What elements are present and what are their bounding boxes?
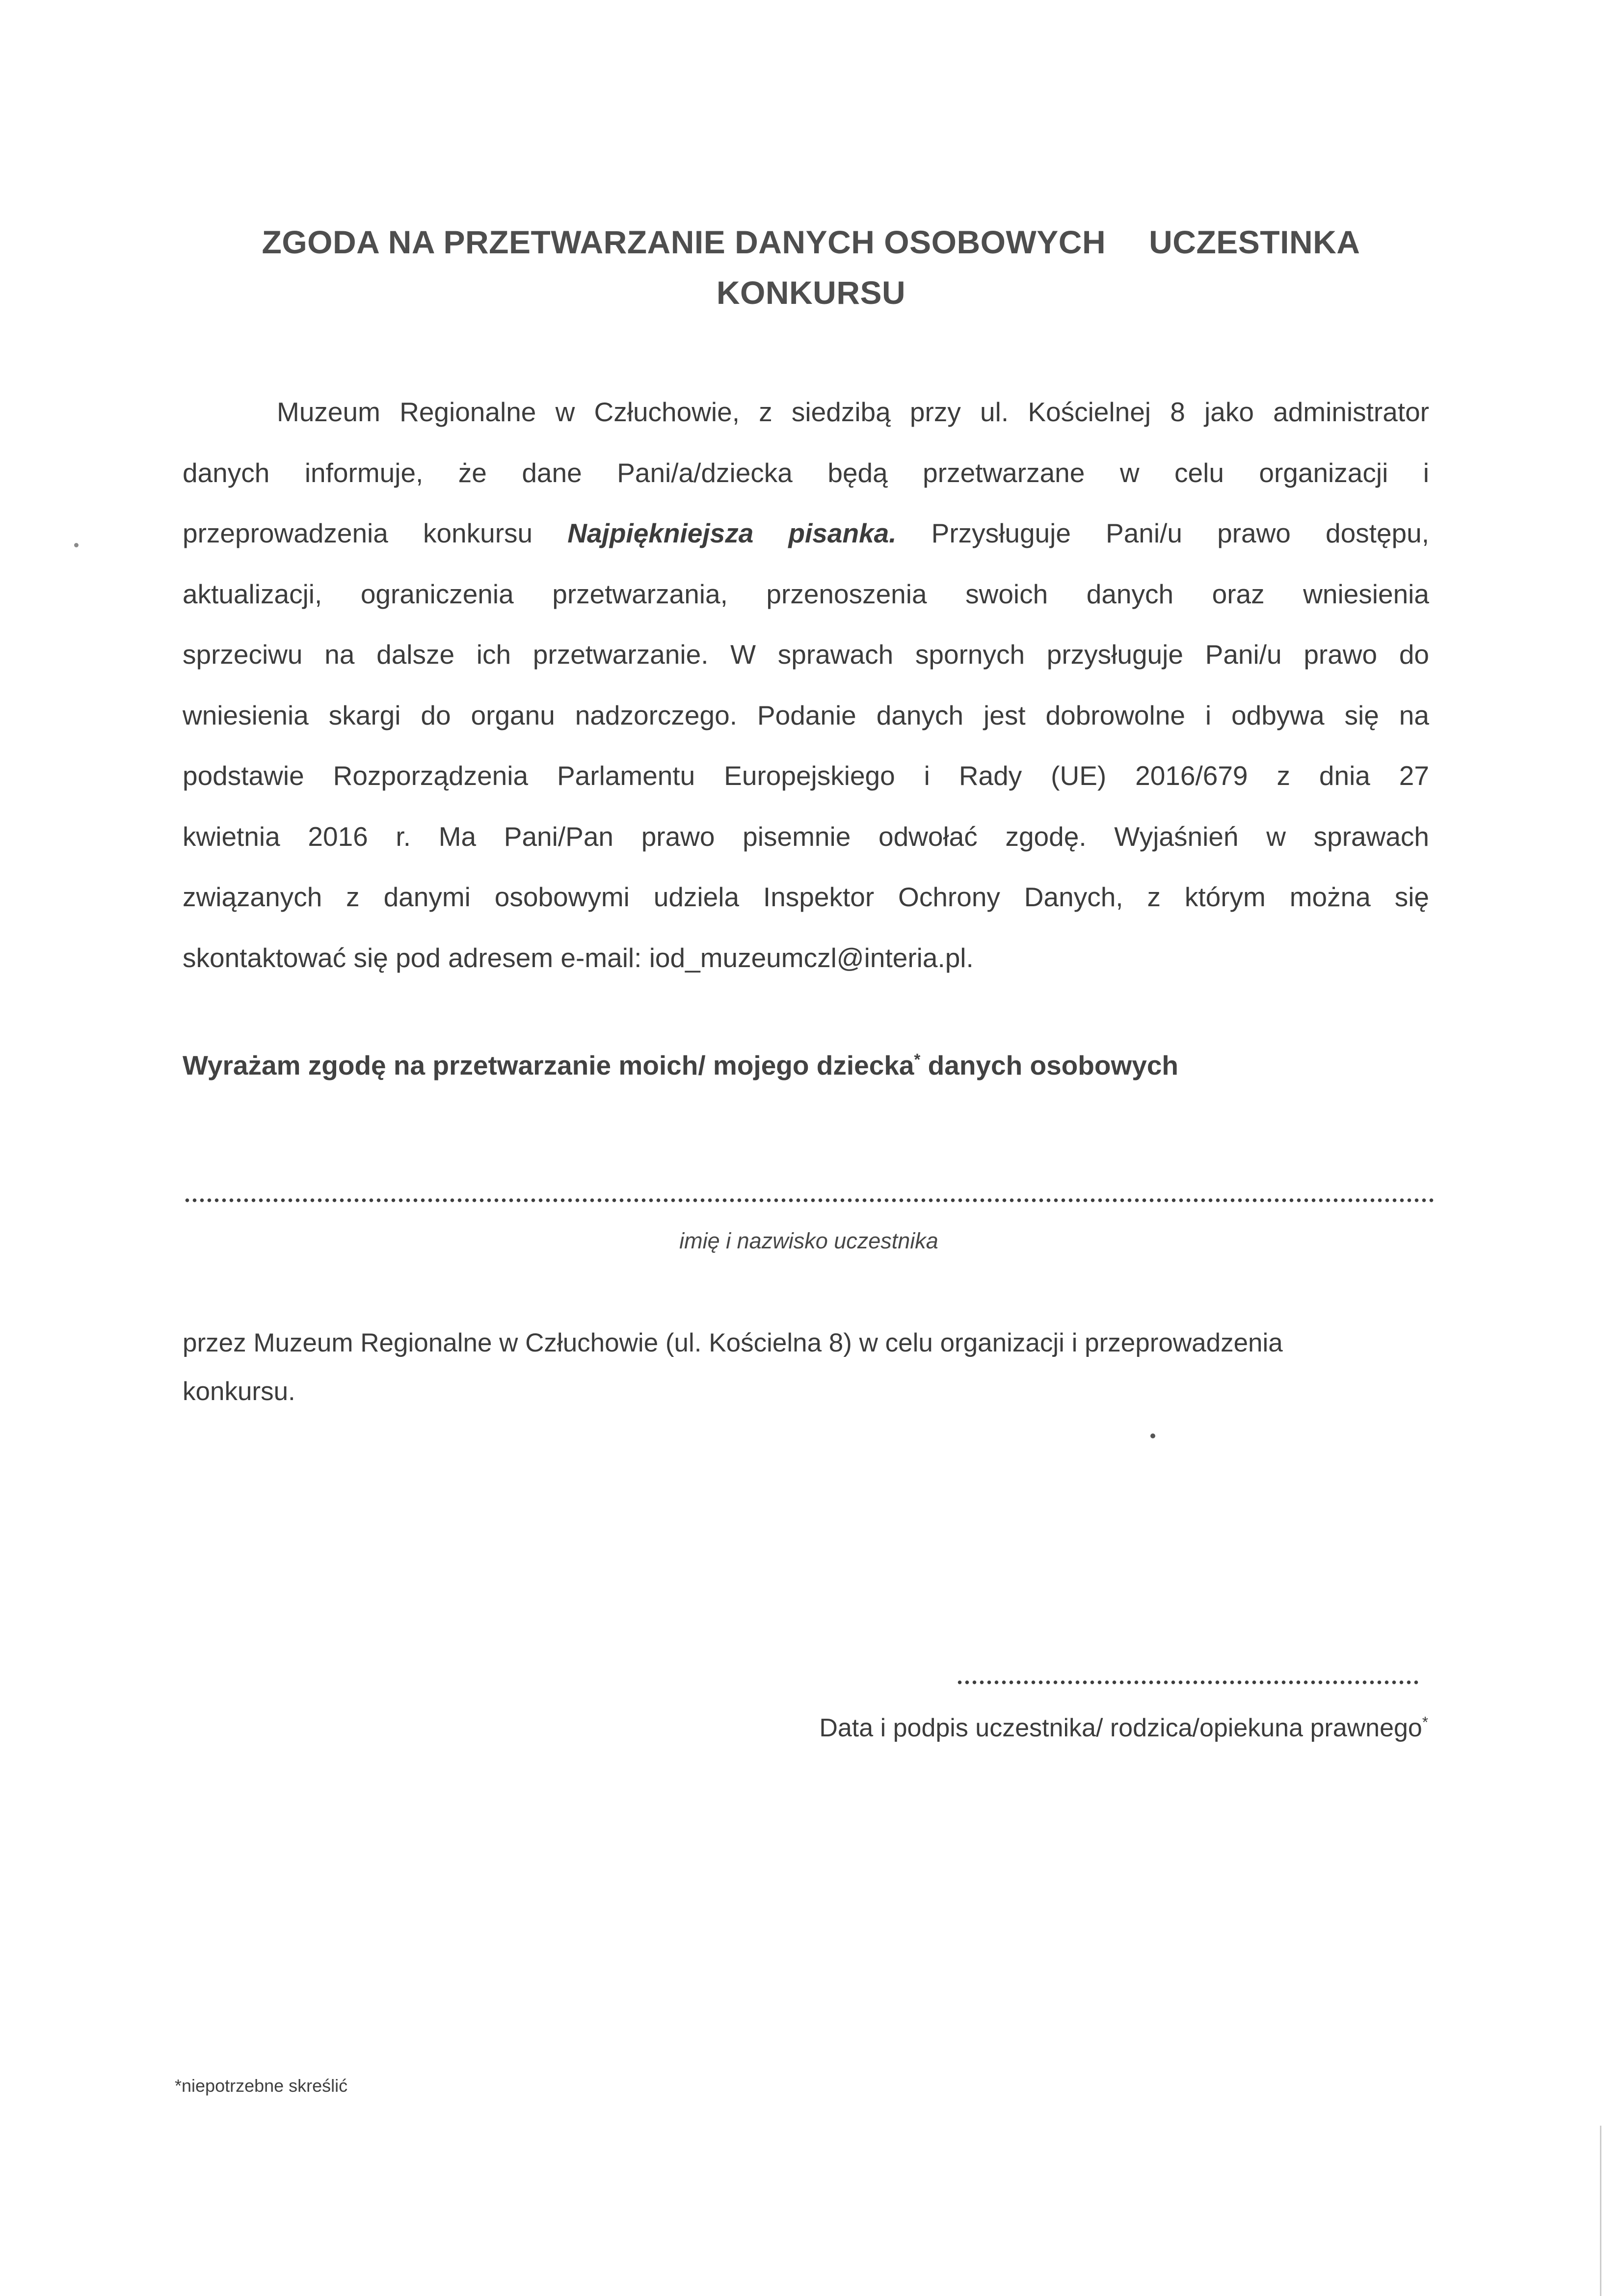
paragraph-line: Muzeum Regionalne w Człuchowie, z siedzibą przy ul. Kościelnej 8 jako administrator — [277, 397, 1429, 427]
signature-caption — [735, 1713, 1428, 1743]
contest-name: Najpiękniejsza pisanka. — [567, 518, 897, 548]
paragraph-line: kwietnia 2016 r. Ma Pani/Pan prawo pisemnie odwołać zgodę. Wyjaśnień w sprawach — [183, 821, 1429, 852]
participant-name-caption: imię i nazwisko uczestnika — [679, 1228, 938, 1253]
paragraph-line: sprzeciwu na dalsze ich przetwarzanie. W sprawach spornych przysługuje Pani/u prawo do — [183, 639, 1429, 670]
consent-text: danych osobowych — [920, 1050, 1179, 1080]
consent-statement — [183, 1050, 1439, 1081]
participant-name-fill-line — [184, 1198, 1436, 1203]
signature-caption-text: Data i podpis uczestnika/ rodzica/opiekuna prawnego — [819, 1714, 1422, 1742]
paragraph-line: związanych z danymi osobowymi udziela Inspektor Ochrony Danych, z którym można się — [183, 882, 1429, 912]
main-paragraph — [183, 382, 1429, 988]
scan-artifact-dot — [74, 543, 79, 547]
scan-artifact-dot — [1150, 1433, 1155, 1438]
paragraph-line: wniesienia skargi do organu nadzorczego. Podanie danych jest dobrowolne i odbywa się na — [183, 700, 1429, 730]
title-text-participant: UCZESTINKA — [1149, 224, 1360, 260]
purpose-paragraph — [183, 1319, 1439, 1416]
asterisk-superscript: * — [1422, 1713, 1428, 1731]
consent-text: Wyrażam zgodę na przetwarzanie moich/ mojego dziecka — [183, 1050, 914, 1080]
title-line-1 — [182, 217, 1440, 268]
paragraph-text: przeprowadzenia konkursu — [183, 518, 568, 548]
paragraph-line: podstawie Rozporządzenia Parlamentu Europejskiego i Rady (UE) 2016/679 z dnia 27 — [183, 760, 1429, 791]
paragraph-line: konkursu. — [183, 1377, 295, 1406]
paragraph-line: skontaktować się pod adresem e-mail: iod_muzeumczl@interia.pl. — [183, 942, 974, 973]
paragraph-line: aktualizacji, ograniczenia przetwarzania, przenoszenia swoich danych oraz wniesienia — [183, 578, 1429, 609]
paragraph-text: Przysługuje Pani/u prawo dostępu, — [896, 518, 1429, 548]
title-line-2: KONKURSU — [716, 274, 906, 311]
title-text-main: ZGODA NA PRZETWARZANIE DANYCH OSOBOWYCH — [262, 224, 1106, 260]
scan-edge-line — [1600, 2126, 1601, 2296]
asterisk-superscript: * — [914, 1050, 921, 1069]
paragraph-line — [183, 503, 1429, 564]
footnote: *niepotrzebne skreślić — [175, 2076, 348, 2096]
document-title — [182, 217, 1440, 318]
signature-fill-line — [956, 1680, 1420, 1685]
paragraph-line: danych informuje, że dane Pani/a/dziecka będą przetwarzane w celu organizacji i — [183, 457, 1429, 488]
paragraph-line: przez Muzeum Regionalne w Człuchowie (ul. Kościelna 8) w celu organizacji i przeprowadzenia — [183, 1328, 1283, 1357]
